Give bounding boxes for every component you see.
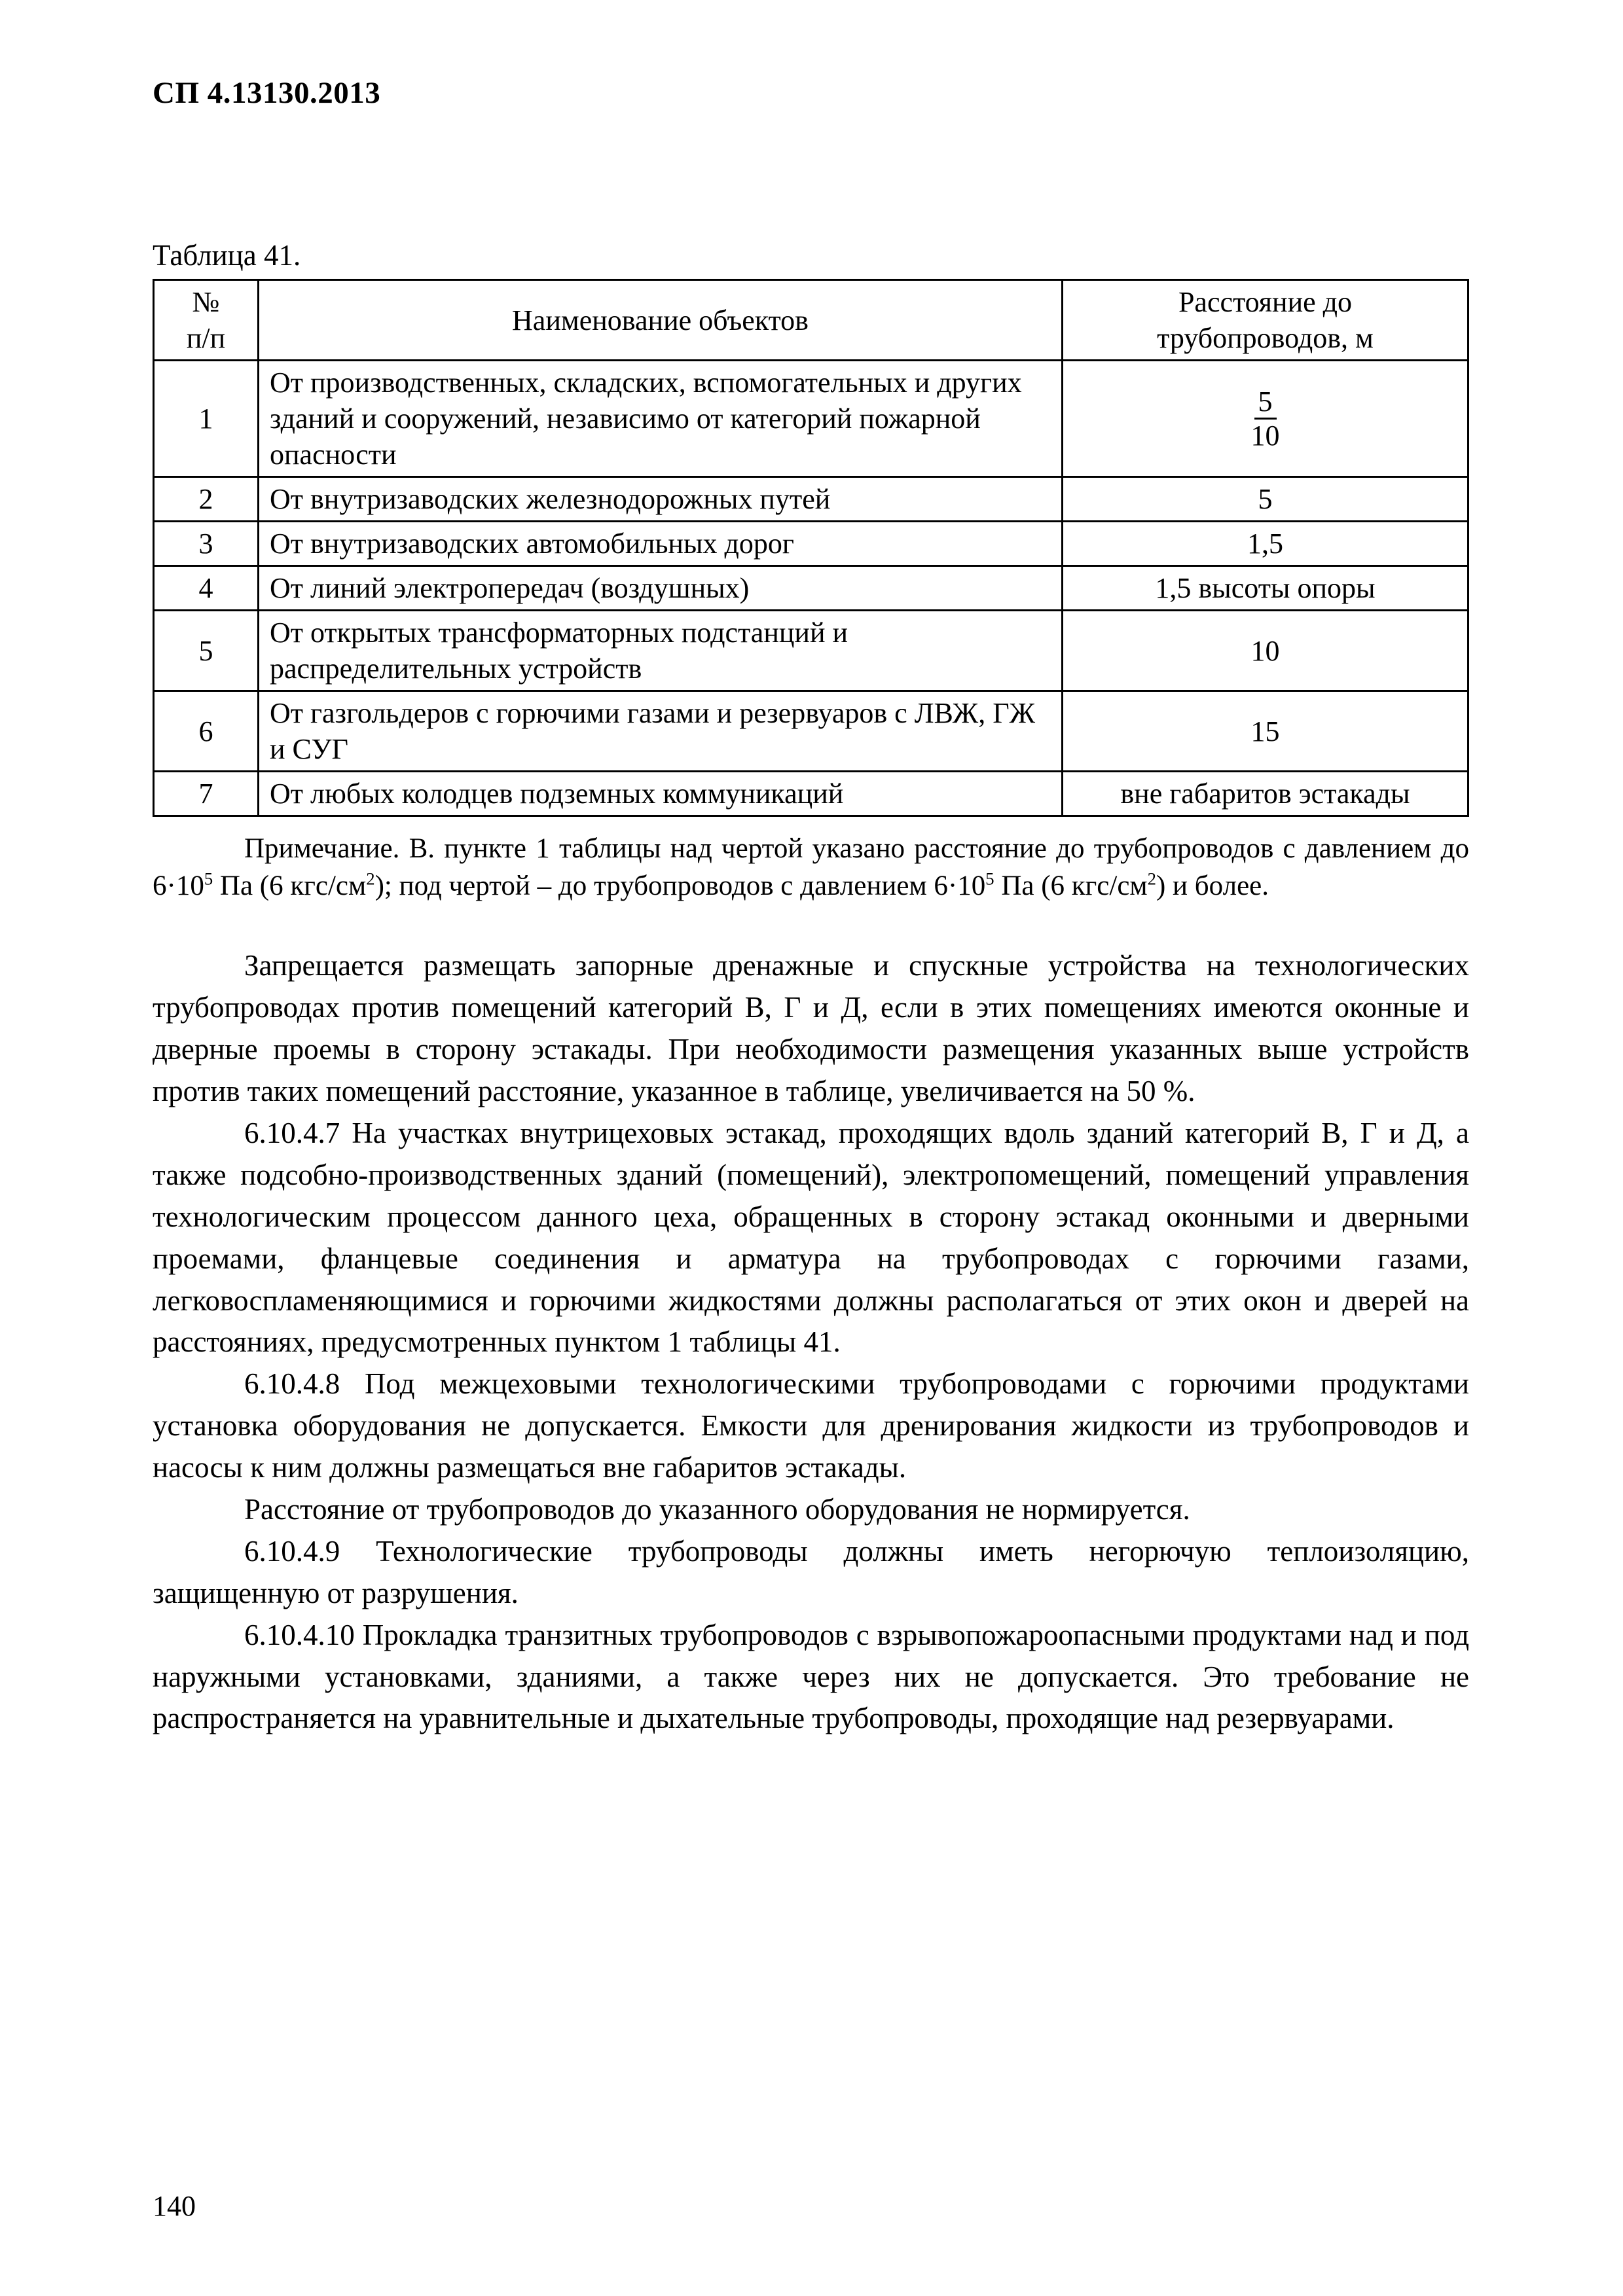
- cell-num: 6: [154, 691, 259, 772]
- cell-distance: 5: [1063, 477, 1468, 522]
- table-row: [154, 522, 1468, 566]
- fraction-denominator: 10: [1250, 420, 1280, 452]
- table-caption: Таблица 41.: [153, 239, 301, 272]
- cell-num: 4: [154, 566, 259, 611]
- table-row: [154, 772, 1468, 816]
- header-num-line2: п/п: [186, 322, 226, 354]
- table-row: [154, 361, 1468, 477]
- cell-num: 7: [154, 772, 259, 816]
- cell-name: От линий электропередач (воздушных): [259, 566, 1063, 611]
- cell-distance: вне габаритов эстакады: [1063, 772, 1468, 816]
- cell-name: От производственных, складских, вспомогательных и других зданий и сооружений, независимо от категорий пожарной опасности: [259, 361, 1063, 477]
- document-code: СП 4.13130.2013: [153, 76, 381, 110]
- cell-distance: 1,5 высоты опоры: [1063, 566, 1468, 611]
- cell-num: 3: [154, 522, 259, 566]
- header-num: [154, 280, 259, 361]
- header-distance-line2: трубопроводов, м: [1157, 322, 1374, 354]
- body-paragraph: 6.10.4.10 Прокладка транзитных трубопроводов с взрывопожароопасными продуктами над и под наружными установками, зданиями, а также через них не допускается. Это требование не распространяется на уравнительные и дыхательные трубопроводы, проходящие над резервуарами.: [153, 1618, 1469, 1735]
- cell-num: 1: [154, 361, 259, 477]
- distance-fraction: [1250, 386, 1281, 452]
- body-paragraph: 6.10.4.7 На участках внутрицеховых эстакад, проходящих вдоль зданий категорий В, Г и Д, а также подсобно-производственных зданий (помещений), электропомещений, помещений управления технологическим процессом данного цеха, обращенных в сторону эстакад оконными и дверными проемами, фланцевые соединения и арматура на трубопроводах с горючими газами, легковоспламеняющимися и горючими жидкостями должны располагаться от этих окон и дверей на расстояниях, предусмотренных пунктом 1 таблицы 41.: [153, 1116, 1469, 1359]
- table-row: [154, 566, 1468, 611]
- fraction-numerator: 5: [1254, 386, 1277, 420]
- body-paragraph: 6.10.4.9 Технологические трубопроводы должны иметь негорючую теплоизоляцию, защищенную от разрушения.: [153, 1534, 1469, 1609]
- header-objects: Наименование объектов: [259, 280, 1063, 361]
- body-text: [153, 945, 1469, 1740]
- header-num-line1: №: [192, 286, 220, 318]
- cell-distance: 1,5: [1063, 522, 1468, 566]
- cell-distance: 10: [1063, 611, 1468, 691]
- header-distance-line1: Расстояние до: [1178, 286, 1353, 318]
- cell-name: От внутризаводских железнодорожных путей: [259, 477, 1063, 522]
- page-number: 140: [153, 2190, 196, 2222]
- body-paragraph: Запрещается размещать запорные дренажные и спускные устройства на технологических трубопроводах против помещений категорий В, Г и Д, если в этих помещениях имеются оконные и дверные проемы в сторону эстакады. При необходимости размещения указанных выше устройств против таких помещений расстояние, указанное в таблице, увеличивается на 50 %.: [153, 949, 1469, 1108]
- cell-distance: [1063, 361, 1468, 477]
- cell-name: От внутризаводских автомобильных дорог: [259, 522, 1063, 566]
- cell-num: 5: [154, 611, 259, 691]
- cell-name: От любых колодцев подземных коммуникаций: [259, 772, 1063, 816]
- table-row: [154, 477, 1468, 522]
- header-distance: [1063, 280, 1468, 361]
- cell-name: От открытых трансформаторных подстанций и распределительных устройств: [259, 611, 1063, 691]
- distance-table: [153, 279, 1469, 817]
- cell-name: От газгольдеров с горючими газами и резервуаров с ЛВЖ, ГЖ и СУГ: [259, 691, 1063, 772]
- cell-distance: 15: [1063, 691, 1468, 772]
- table-header-row: [154, 280, 1468, 361]
- table-note: Примечание. В. пункте 1 таблицы над чертой указано расстояние до трубопроводов с давлением до $6\cdot 10^5$ Па (6 кгс/$см^2$); под чертой – до трубопроводов с давлением $6\cdot 10^5$ Па (6 кгс/$см^2$) и более.: [153, 833, 1469, 902]
- table-row: [154, 691, 1468, 772]
- cell-num: 2: [154, 477, 259, 522]
- table-row: [154, 611, 1468, 691]
- body-paragraph: 6.10.4.8 Под межцеховыми технологическими трубопроводами с горючими продуктами установка оборудования не допускается. Емкости для дренирования жидкости из трубопроводов и насосы к ним должны размещаться вне габаритов эстакады.: [153, 1367, 1469, 1484]
- body-paragraph: Расстояние от трубопроводов до указанного оборудования не нормируется.: [244, 1492, 1190, 1526]
